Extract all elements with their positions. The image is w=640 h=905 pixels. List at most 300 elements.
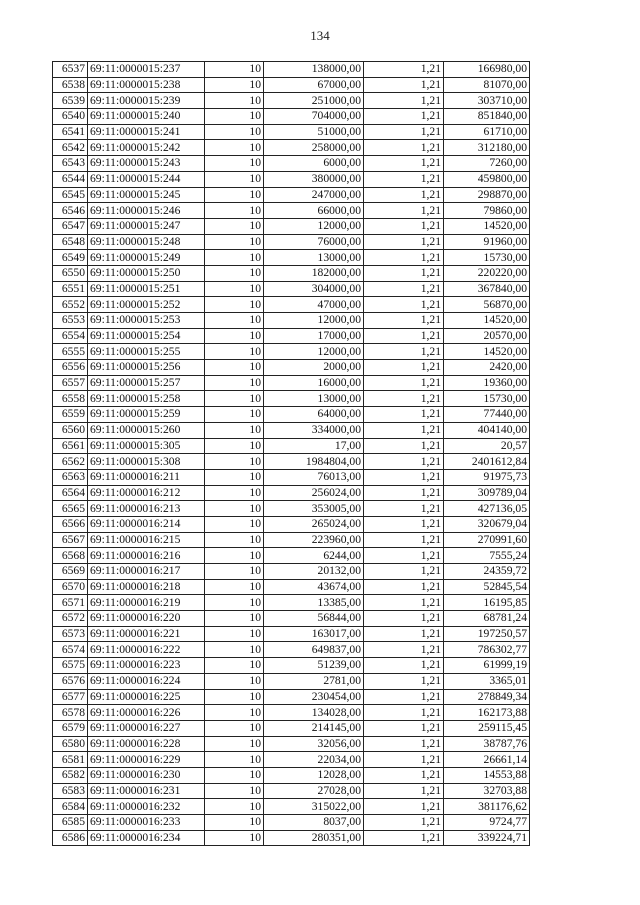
coefficient-cell: 1,21 bbox=[364, 156, 444, 172]
table-row bbox=[53, 344, 530, 360]
coefficient-cell: 1,21 bbox=[364, 77, 444, 93]
coefficient-cell: 1,21 bbox=[364, 93, 444, 109]
table-row bbox=[53, 532, 530, 548]
coefficient-cell: 1,21 bbox=[364, 642, 444, 658]
cadastral-value-cell: 20132,00 bbox=[264, 564, 364, 580]
rate-cell: 10 bbox=[205, 281, 264, 297]
row-number: 6582 bbox=[53, 767, 88, 783]
cadastral-value-cell: 182000,00 bbox=[264, 265, 364, 281]
rate-cell: 10 bbox=[205, 344, 264, 360]
total-cell: 278849,34 bbox=[444, 689, 530, 705]
rate-cell: 10 bbox=[205, 799, 264, 815]
coefficient-cell: 1,21 bbox=[364, 736, 444, 752]
cadastral-number: 69:11:0000015:239 bbox=[88, 93, 205, 109]
total-cell: 309789,04 bbox=[444, 485, 530, 501]
table-row bbox=[53, 815, 530, 831]
cadastral-number: 69:11:0000016:214 bbox=[88, 516, 205, 532]
table-row bbox=[53, 564, 530, 580]
coefficient-cell: 1,21 bbox=[364, 767, 444, 783]
table-row bbox=[53, 360, 530, 376]
cadastral-number: 69:11:0000015:259 bbox=[88, 407, 205, 423]
cadastral-number: 69:11:0000016:216 bbox=[88, 548, 205, 564]
table-row bbox=[53, 548, 530, 564]
coefficient-cell: 1,21 bbox=[364, 140, 444, 156]
cadastral-value-cell: 76000,00 bbox=[264, 234, 364, 250]
rate-cell: 10 bbox=[205, 93, 264, 109]
coefficient-cell: 1,21 bbox=[364, 799, 444, 815]
cadastral-value-cell: 380000,00 bbox=[264, 171, 364, 187]
total-cell: 459800,00 bbox=[444, 171, 530, 187]
coefficient-cell: 1,21 bbox=[364, 218, 444, 234]
total-cell: 77440,00 bbox=[444, 407, 530, 423]
coefficient-cell: 1,21 bbox=[364, 454, 444, 470]
cadastral-value-cell: 32056,00 bbox=[264, 736, 364, 752]
cadastral-value-cell: 230454,00 bbox=[264, 689, 364, 705]
row-number: 6543 bbox=[53, 156, 88, 172]
table-row bbox=[53, 642, 530, 658]
coefficient-cell: 1,21 bbox=[364, 124, 444, 140]
row-number: 6580 bbox=[53, 736, 88, 752]
rate-cell: 10 bbox=[205, 752, 264, 768]
table-row bbox=[53, 297, 530, 313]
cadastral-value-cell: 47000,00 bbox=[264, 297, 364, 313]
rate-cell: 10 bbox=[205, 250, 264, 266]
cadastral-number: 69:11:0000016:230 bbox=[88, 767, 205, 783]
coefficient-cell: 1,21 bbox=[364, 830, 444, 846]
total-cell: 298870,00 bbox=[444, 187, 530, 203]
total-cell: 20570,00 bbox=[444, 328, 530, 344]
coefficient-cell: 1,21 bbox=[364, 250, 444, 266]
cadastral-number: 69:11:0000016:220 bbox=[88, 611, 205, 627]
row-number: 6537 bbox=[53, 62, 88, 78]
rate-cell: 10 bbox=[205, 579, 264, 595]
cadastral-value-cell: 223960,00 bbox=[264, 532, 364, 548]
total-cell: 197250,57 bbox=[444, 626, 530, 642]
table-row bbox=[53, 799, 530, 815]
cadastral-number: 69:11:0000016:225 bbox=[88, 689, 205, 705]
cadastral-number: 69:11:0000015:308 bbox=[88, 454, 205, 470]
table-row bbox=[53, 673, 530, 689]
rate-cell: 10 bbox=[205, 313, 264, 329]
cadastral-value-cell: 66000,00 bbox=[264, 203, 364, 219]
cadastral-number: 69:11:0000016:228 bbox=[88, 736, 205, 752]
total-cell: 14520,00 bbox=[444, 313, 530, 329]
total-cell: 16195,85 bbox=[444, 595, 530, 611]
cadastral-value-cell: 13385,00 bbox=[264, 595, 364, 611]
table-row bbox=[53, 218, 530, 234]
cadastral-number: 69:11:0000015:243 bbox=[88, 156, 205, 172]
cadastral-number: 69:11:0000015:248 bbox=[88, 234, 205, 250]
cadastral-number: 69:11:0000015:250 bbox=[88, 265, 205, 281]
table-body bbox=[53, 62, 530, 846]
row-number: 6552 bbox=[53, 297, 88, 313]
coefficient-cell: 1,21 bbox=[364, 658, 444, 674]
total-cell: 270991,60 bbox=[444, 532, 530, 548]
row-number: 6554 bbox=[53, 328, 88, 344]
table-row bbox=[53, 156, 530, 172]
cadastral-value-cell: 56844,00 bbox=[264, 611, 364, 627]
cadastral-value-cell: 6000,00 bbox=[264, 156, 364, 172]
cadastral-number: 69:11:0000016:231 bbox=[88, 783, 205, 799]
total-cell: 20,57 bbox=[444, 438, 530, 454]
cadastral-number: 69:11:0000016:223 bbox=[88, 658, 205, 674]
rate-cell: 10 bbox=[205, 673, 264, 689]
cadastral-value-cell: 12000,00 bbox=[264, 344, 364, 360]
rate-cell: 10 bbox=[205, 783, 264, 799]
total-cell: 7260,00 bbox=[444, 156, 530, 172]
coefficient-cell: 1,21 bbox=[364, 234, 444, 250]
total-cell: 166980,00 bbox=[444, 62, 530, 78]
row-number: 6542 bbox=[53, 140, 88, 156]
row-number: 6551 bbox=[53, 281, 88, 297]
rate-cell: 10 bbox=[205, 720, 264, 736]
rate-cell: 10 bbox=[205, 375, 264, 391]
cadastral-value-cell: 8037,00 bbox=[264, 815, 364, 831]
cadastral-number: 69:11:0000016:212 bbox=[88, 485, 205, 501]
cadastral-value-cell: 12028,00 bbox=[264, 767, 364, 783]
cadastral-number: 69:11:0000015:257 bbox=[88, 375, 205, 391]
coefficient-cell: 1,21 bbox=[364, 171, 444, 187]
rate-cell: 10 bbox=[205, 203, 264, 219]
rate-cell: 10 bbox=[205, 77, 264, 93]
coefficient-cell: 1,21 bbox=[364, 532, 444, 548]
row-number: 6567 bbox=[53, 532, 88, 548]
table-row bbox=[53, 62, 530, 78]
cadastral-value-cell: 280351,00 bbox=[264, 830, 364, 846]
table-row bbox=[53, 281, 530, 297]
total-cell: 303710,00 bbox=[444, 93, 530, 109]
cadastral-number: 69:11:0000015:251 bbox=[88, 281, 205, 297]
rate-cell: 10 bbox=[205, 611, 264, 627]
cadastral-number: 69:11:0000015:240 bbox=[88, 109, 205, 125]
rate-cell: 10 bbox=[205, 328, 264, 344]
cadastral-number: 69:11:0000016:222 bbox=[88, 642, 205, 658]
rate-cell: 10 bbox=[205, 767, 264, 783]
cadastral-number: 69:11:0000016:226 bbox=[88, 705, 205, 721]
rate-cell: 10 bbox=[205, 140, 264, 156]
rate-cell: 10 bbox=[205, 469, 264, 485]
cadastral-number: 69:11:0000015:260 bbox=[88, 422, 205, 438]
row-number: 6584 bbox=[53, 799, 88, 815]
rate-cell: 10 bbox=[205, 626, 264, 642]
total-cell: 61999,19 bbox=[444, 658, 530, 674]
table-row bbox=[53, 736, 530, 752]
rate-cell: 10 bbox=[205, 658, 264, 674]
total-cell: 2420,00 bbox=[444, 360, 530, 376]
table-row bbox=[53, 516, 530, 532]
table-row bbox=[53, 313, 530, 329]
cadastral-number: 69:11:0000015:241 bbox=[88, 124, 205, 140]
coefficient-cell: 1,21 bbox=[364, 297, 444, 313]
rate-cell: 10 bbox=[205, 124, 264, 140]
table-row bbox=[53, 203, 530, 219]
total-cell: 61710,00 bbox=[444, 124, 530, 140]
row-number: 6538 bbox=[53, 77, 88, 93]
total-cell: 427136,05 bbox=[444, 501, 530, 517]
total-cell: 9724,77 bbox=[444, 815, 530, 831]
rate-cell: 10 bbox=[205, 109, 264, 125]
cadastral-number: 69:11:0000015:252 bbox=[88, 297, 205, 313]
row-number: 6574 bbox=[53, 642, 88, 658]
cadastral-number: 69:11:0000015:305 bbox=[88, 438, 205, 454]
cadastral-number: 69:11:0000015:258 bbox=[88, 391, 205, 407]
row-number: 6583 bbox=[53, 783, 88, 799]
table-row bbox=[53, 485, 530, 501]
table-row bbox=[53, 407, 530, 423]
rate-cell: 10 bbox=[205, 485, 264, 501]
table-row bbox=[53, 250, 530, 266]
cadastral-number: 69:11:0000016:224 bbox=[88, 673, 205, 689]
total-cell: 312180,00 bbox=[444, 140, 530, 156]
coefficient-cell: 1,21 bbox=[364, 391, 444, 407]
coefficient-cell: 1,21 bbox=[364, 579, 444, 595]
cadastral-value-cell: 76013,00 bbox=[264, 469, 364, 485]
row-number: 6556 bbox=[53, 360, 88, 376]
table-row bbox=[53, 705, 530, 721]
rate-cell: 10 bbox=[205, 689, 264, 705]
cadastral-number: 69:11:0000015:247 bbox=[88, 218, 205, 234]
coefficient-cell: 1,21 bbox=[364, 720, 444, 736]
cadastral-value-cell: 12000,00 bbox=[264, 218, 364, 234]
cadastral-value-cell: 304000,00 bbox=[264, 281, 364, 297]
cadastral-value-table bbox=[52, 61, 530, 846]
cadastral-value-cell: 12000,00 bbox=[264, 313, 364, 329]
cadastral-number: 69:11:0000015:249 bbox=[88, 250, 205, 266]
cadastral-value-cell: 64000,00 bbox=[264, 407, 364, 423]
coefficient-cell: 1,21 bbox=[364, 62, 444, 78]
row-number: 6573 bbox=[53, 626, 88, 642]
total-cell: 14520,00 bbox=[444, 344, 530, 360]
coefficient-cell: 1,21 bbox=[364, 815, 444, 831]
total-cell: 14520,00 bbox=[444, 218, 530, 234]
cadastral-value-cell: 258000,00 bbox=[264, 140, 364, 156]
coefficient-cell: 1,21 bbox=[364, 626, 444, 642]
row-number: 6544 bbox=[53, 171, 88, 187]
cadastral-value-cell: 16000,00 bbox=[264, 375, 364, 391]
rate-cell: 10 bbox=[205, 297, 264, 313]
coefficient-cell: 1,21 bbox=[364, 187, 444, 203]
rate-cell: 10 bbox=[205, 218, 264, 234]
coefficient-cell: 1,21 bbox=[364, 595, 444, 611]
row-number: 6585 bbox=[53, 815, 88, 831]
cadastral-number: 69:11:0000015:242 bbox=[88, 140, 205, 156]
total-cell: 2401612,84 bbox=[444, 454, 530, 470]
cadastral-value-cell: 315022,00 bbox=[264, 799, 364, 815]
table-row bbox=[53, 124, 530, 140]
cadastral-value-cell: 51239,00 bbox=[264, 658, 364, 674]
cadastral-value-cell: 265024,00 bbox=[264, 516, 364, 532]
cadastral-value-cell: 251000,00 bbox=[264, 93, 364, 109]
coefficient-cell: 1,21 bbox=[364, 548, 444, 564]
row-number: 6581 bbox=[53, 752, 88, 768]
cadastral-value-cell: 138000,00 bbox=[264, 62, 364, 78]
table-row bbox=[53, 595, 530, 611]
row-number: 6558 bbox=[53, 391, 88, 407]
coefficient-cell: 1,21 bbox=[364, 783, 444, 799]
cadastral-value-cell: 1984804,00 bbox=[264, 454, 364, 470]
table-row bbox=[53, 611, 530, 627]
coefficient-cell: 1,21 bbox=[364, 564, 444, 580]
table-row bbox=[53, 830, 530, 846]
coefficient-cell: 1,21 bbox=[364, 516, 444, 532]
cadastral-value-cell: 67000,00 bbox=[264, 77, 364, 93]
rate-cell: 10 bbox=[205, 642, 264, 658]
row-number: 6547 bbox=[53, 218, 88, 234]
total-cell: 339224,71 bbox=[444, 830, 530, 846]
row-number: 6541 bbox=[53, 124, 88, 140]
coefficient-cell: 1,21 bbox=[364, 109, 444, 125]
table-row bbox=[53, 454, 530, 470]
coefficient-cell: 1,21 bbox=[364, 313, 444, 329]
row-number: 6576 bbox=[53, 673, 88, 689]
row-number: 6561 bbox=[53, 438, 88, 454]
row-number: 6559 bbox=[53, 407, 88, 423]
coefficient-cell: 1,21 bbox=[364, 375, 444, 391]
cadastral-value-cell: 43674,00 bbox=[264, 579, 364, 595]
table-row bbox=[53, 689, 530, 705]
table-row bbox=[53, 438, 530, 454]
row-number: 6545 bbox=[53, 187, 88, 203]
cadastral-number: 69:11:0000015:255 bbox=[88, 344, 205, 360]
rate-cell: 10 bbox=[205, 595, 264, 611]
row-number: 6546 bbox=[53, 203, 88, 219]
cadastral-value-cell: 134028,00 bbox=[264, 705, 364, 721]
total-cell: 56870,00 bbox=[444, 297, 530, 313]
cadastral-number: 69:11:0000016:234 bbox=[88, 830, 205, 846]
total-cell: 52845,54 bbox=[444, 579, 530, 595]
cadastral-number: 69:11:0000015:237 bbox=[88, 62, 205, 78]
row-number: 6562 bbox=[53, 454, 88, 470]
cadastral-number: 69:11:0000016:221 bbox=[88, 626, 205, 642]
total-cell: 3365,01 bbox=[444, 673, 530, 689]
total-cell: 259115,45 bbox=[444, 720, 530, 736]
total-cell: 79860,00 bbox=[444, 203, 530, 219]
total-cell: 162173,88 bbox=[444, 705, 530, 721]
cadastral-value-cell: 649837,00 bbox=[264, 642, 364, 658]
coefficient-cell: 1,21 bbox=[364, 407, 444, 423]
row-number: 6568 bbox=[53, 548, 88, 564]
cadastral-number: 69:11:0000016:227 bbox=[88, 720, 205, 736]
rate-cell: 10 bbox=[205, 391, 264, 407]
cadastral-number: 69:11:0000016:217 bbox=[88, 564, 205, 580]
cadastral-number: 69:11:0000015:244 bbox=[88, 171, 205, 187]
total-cell: 381176,62 bbox=[444, 799, 530, 815]
row-number: 6586 bbox=[53, 830, 88, 846]
row-number: 6566 bbox=[53, 516, 88, 532]
table-row bbox=[53, 328, 530, 344]
row-number: 6569 bbox=[53, 564, 88, 580]
table-row bbox=[53, 77, 530, 93]
total-cell: 19360,00 bbox=[444, 375, 530, 391]
cadastral-value-cell: 6244,00 bbox=[264, 548, 364, 564]
cadastral-value-cell: 13000,00 bbox=[264, 391, 364, 407]
cadastral-number: 69:11:0000016:232 bbox=[88, 799, 205, 815]
table-row bbox=[53, 93, 530, 109]
rate-cell: 10 bbox=[205, 438, 264, 454]
total-cell: 32703,88 bbox=[444, 783, 530, 799]
rate-cell: 10 bbox=[205, 407, 264, 423]
coefficient-cell: 1,21 bbox=[364, 501, 444, 517]
page-number: 134 bbox=[310, 28, 330, 43]
rate-cell: 10 bbox=[205, 705, 264, 721]
cadastral-value-cell: 353005,00 bbox=[264, 501, 364, 517]
table-row bbox=[53, 391, 530, 407]
total-cell: 851840,00 bbox=[444, 109, 530, 125]
cadastral-number: 69:11:0000016:233 bbox=[88, 815, 205, 831]
coefficient-cell: 1,21 bbox=[364, 328, 444, 344]
coefficient-cell: 1,21 bbox=[364, 611, 444, 627]
coefficient-cell: 1,21 bbox=[364, 265, 444, 281]
cadastral-number: 69:11:0000016:215 bbox=[88, 532, 205, 548]
row-number: 6564 bbox=[53, 485, 88, 501]
rate-cell: 10 bbox=[205, 815, 264, 831]
table-row bbox=[53, 626, 530, 642]
row-number: 6575 bbox=[53, 658, 88, 674]
coefficient-cell: 1,21 bbox=[364, 438, 444, 454]
total-cell: 14553,88 bbox=[444, 767, 530, 783]
row-number: 6571 bbox=[53, 595, 88, 611]
coefficient-cell: 1,21 bbox=[364, 344, 444, 360]
total-cell: 81070,00 bbox=[444, 77, 530, 93]
cadastral-value-cell: 214145,00 bbox=[264, 720, 364, 736]
cadastral-value-cell: 17000,00 bbox=[264, 328, 364, 344]
rate-cell: 10 bbox=[205, 532, 264, 548]
cadastral-number: 69:11:0000016:213 bbox=[88, 501, 205, 517]
cadastral-number: 69:11:0000015:253 bbox=[88, 313, 205, 329]
row-number: 6555 bbox=[53, 344, 88, 360]
row-number: 6577 bbox=[53, 689, 88, 705]
coefficient-cell: 1,21 bbox=[364, 752, 444, 768]
cadastral-value-cell: 2781,00 bbox=[264, 673, 364, 689]
cadastral-value-cell: 256024,00 bbox=[264, 485, 364, 501]
rate-cell: 10 bbox=[205, 564, 264, 580]
table-row bbox=[53, 422, 530, 438]
total-cell: 91960,00 bbox=[444, 234, 530, 250]
rate-cell: 10 bbox=[205, 62, 264, 78]
table-row bbox=[53, 501, 530, 517]
total-cell: 68781,24 bbox=[444, 611, 530, 627]
table-row bbox=[53, 783, 530, 799]
total-cell: 367840,00 bbox=[444, 281, 530, 297]
coefficient-cell: 1,21 bbox=[364, 673, 444, 689]
cadastral-value-cell: 22034,00 bbox=[264, 752, 364, 768]
rate-cell: 10 bbox=[205, 265, 264, 281]
table-row bbox=[53, 140, 530, 156]
cadastral-number: 69:11:0000015:238 bbox=[88, 77, 205, 93]
row-number: 6560 bbox=[53, 422, 88, 438]
rate-cell: 10 bbox=[205, 422, 264, 438]
cadastral-value-cell: 51000,00 bbox=[264, 124, 364, 140]
cadastral-number: 69:11:0000016:229 bbox=[88, 752, 205, 768]
coefficient-cell: 1,21 bbox=[364, 689, 444, 705]
table-row bbox=[53, 767, 530, 783]
total-cell: 404140,00 bbox=[444, 422, 530, 438]
cadastral-value-cell: 2000,00 bbox=[264, 360, 364, 376]
cadastral-number: 69:11:0000015:245 bbox=[88, 187, 205, 203]
row-number: 6553 bbox=[53, 313, 88, 329]
table-row bbox=[53, 469, 530, 485]
total-cell: 320679,04 bbox=[444, 516, 530, 532]
table-row bbox=[53, 579, 530, 595]
cadastral-number: 69:11:0000016:211 bbox=[88, 469, 205, 485]
total-cell: 786302,77 bbox=[444, 642, 530, 658]
cadastral-number: 69:11:0000016:218 bbox=[88, 579, 205, 595]
table-row bbox=[53, 265, 530, 281]
rate-cell: 10 bbox=[205, 156, 264, 172]
row-number: 6579 bbox=[53, 720, 88, 736]
row-number: 6570 bbox=[53, 579, 88, 595]
total-cell: 7555,24 bbox=[444, 548, 530, 564]
